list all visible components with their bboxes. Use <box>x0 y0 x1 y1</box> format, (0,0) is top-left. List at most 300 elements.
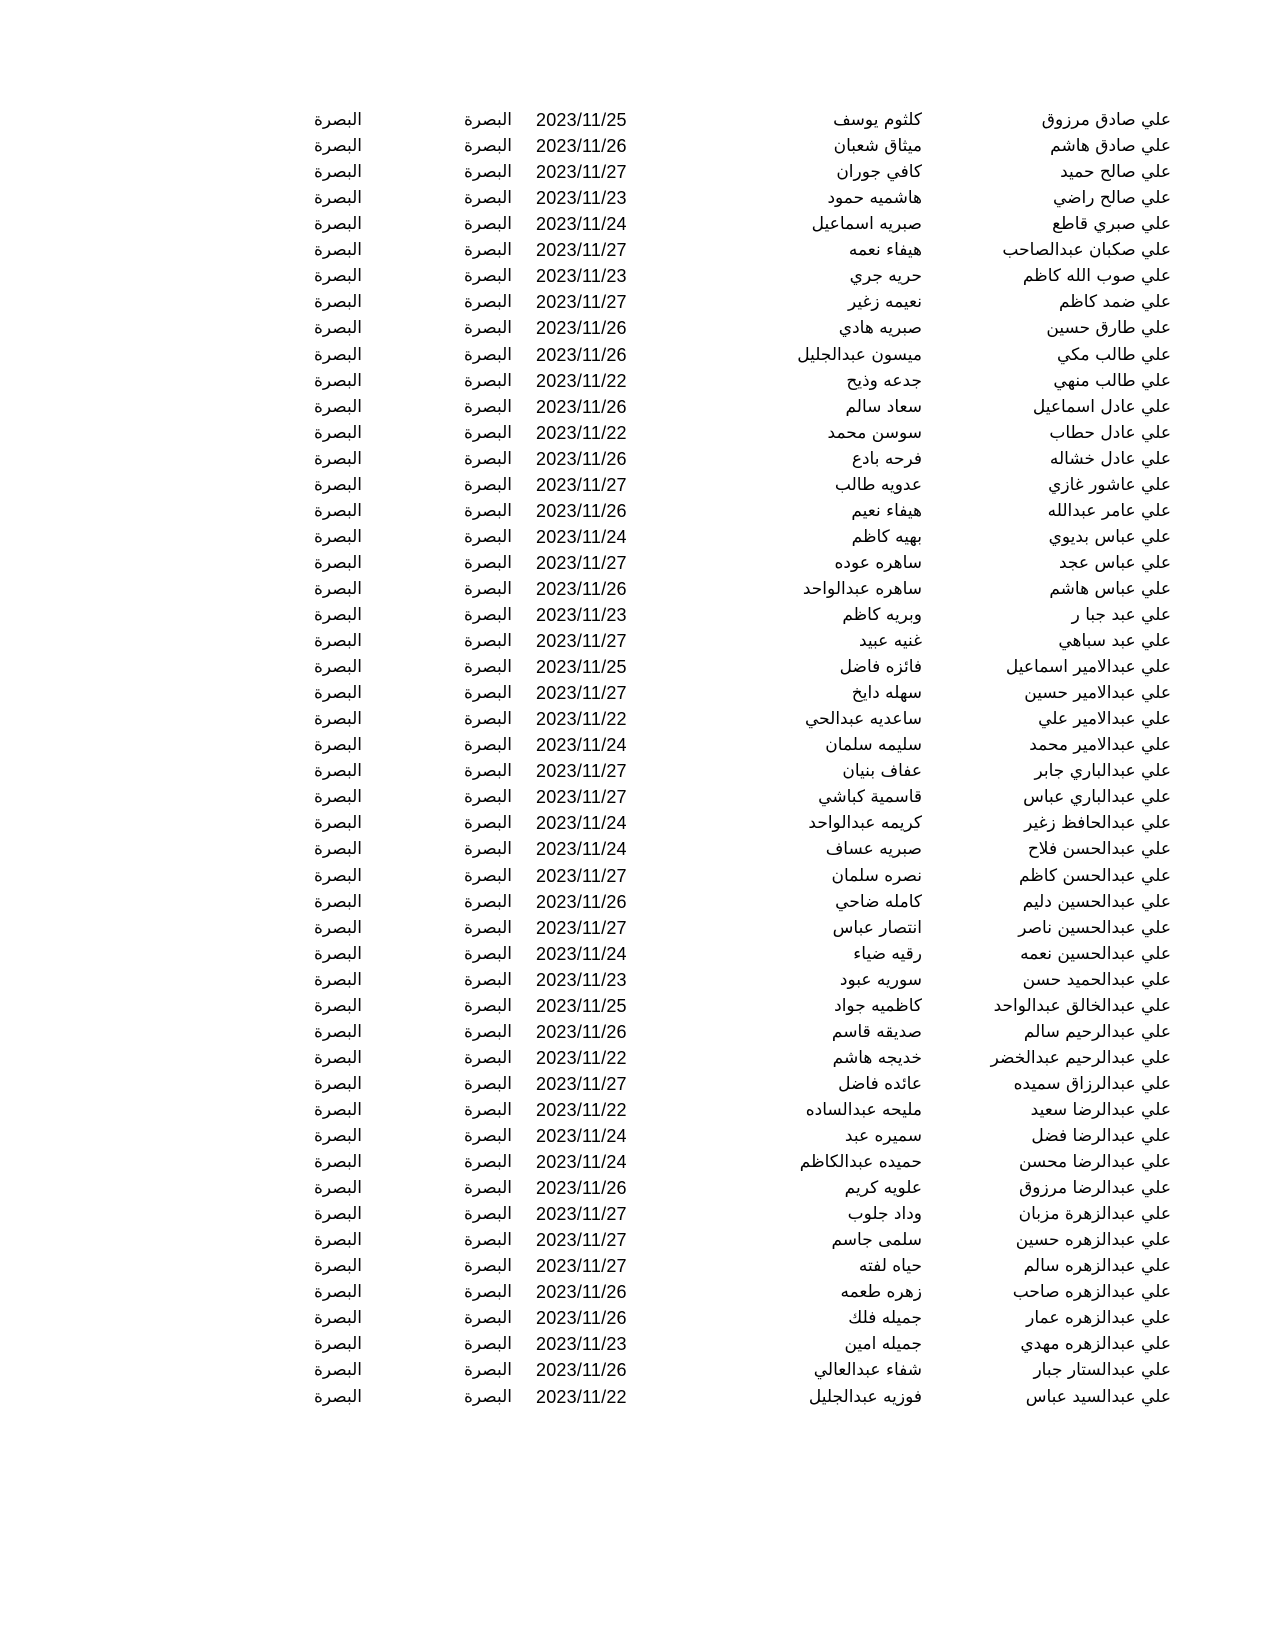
table-row <box>0 368 1275 395</box>
table-row <box>0 863 1275 890</box>
city-cell: البصرة <box>463 891 512 912</box>
registration-date: 2023/11/26 <box>536 1178 627 1198</box>
mother-name: قاسمية كباشي <box>818 787 922 808</box>
person-name: علي صادق هاشم <box>1050 136 1171 157</box>
mother-name: سوسن محمد <box>827 422 922 443</box>
person-name: علي عبدالحميد حسن <box>1022 969 1171 990</box>
city-cell: البصرة <box>463 526 512 547</box>
person-name: علي عبدالحسن كاظم <box>1018 865 1171 886</box>
mother-name: فرحه بادع <box>851 448 922 469</box>
governorate-cell: البصرة <box>313 292 362 313</box>
governorate-cell: البصرة <box>313 1230 362 1251</box>
person-name: علي طالب مكي <box>1057 344 1171 365</box>
table-row <box>0 758 1275 785</box>
mother-name: عفاف بنيان <box>842 761 922 782</box>
table-row <box>0 941 1275 968</box>
person-name: علي صادق مرزوق <box>1041 110 1171 130</box>
table-row <box>0 1201 1275 1228</box>
person-name: علي عادل حطاب <box>1049 422 1171 443</box>
governorate-cell: البصرة <box>313 761 362 782</box>
city-cell: البصرة <box>463 396 512 417</box>
registration-date: 2023/11/26 <box>536 318 627 339</box>
mother-name: كريمه عبدالواحد <box>808 813 922 834</box>
mother-name: جميله فلك <box>848 1308 922 1329</box>
city-cell: البصرة <box>463 370 512 391</box>
governorate-cell: البصرة <box>313 709 362 730</box>
city-cell: البصرة <box>463 995 512 1016</box>
mother-name: خديجه هاشم <box>832 1047 922 1068</box>
governorate-cell: البصرة <box>313 1073 362 1094</box>
person-name: علي عبدالحافظ زغير <box>1024 813 1171 834</box>
registration-date: 2023/11/25 <box>536 110 627 130</box>
governorate-cell: البصرة <box>313 344 362 365</box>
mother-name: كافي جوران <box>836 162 922 183</box>
person-name: علي عبدالزهره صاحب <box>1012 1282 1171 1303</box>
mother-name: سميره عبد <box>844 1126 922 1146</box>
table-row <box>0 1384 1275 1411</box>
governorate-cell: البصرة <box>313 1099 362 1120</box>
mother-name: ساهره عوده <box>834 552 922 573</box>
registration-date: 2023/11/26 <box>536 136 627 157</box>
table-row <box>0 472 1275 499</box>
registration-date: 2023/11/26 <box>536 1360 627 1381</box>
registration-date: 2023/11/27 <box>536 1256 627 1277</box>
registration-date: 2023/11/27 <box>536 631 627 651</box>
city-cell: البصرة <box>463 136 512 157</box>
table-row <box>0 1331 1275 1358</box>
table-row <box>0 211 1275 238</box>
table-row <box>0 628 1275 655</box>
table-row <box>0 1175 1275 1202</box>
person-name: علي صالح حميد <box>1060 162 1171 183</box>
city-cell: البصرة <box>463 1308 512 1329</box>
mother-name: هاشميه حمود <box>827 188 922 209</box>
registration-date: 2023/11/27 <box>536 240 627 261</box>
mother-name: هيفاء نعيم <box>851 500 922 521</box>
city-cell: البصرة <box>463 1204 512 1225</box>
person-name: علي عبدالرزاق سميده <box>1013 1073 1171 1094</box>
city-cell: البصرة <box>463 761 512 782</box>
city-cell: البصرة <box>463 631 512 651</box>
mother-name: شفاء عبدالعالي <box>813 1360 922 1381</box>
mother-name: حميده عبدالكاظم <box>799 1152 922 1172</box>
governorate-cell: البصرة <box>313 1152 362 1172</box>
person-name: علي صكبان عبدالصاحب <box>1002 240 1171 261</box>
registration-date: 2023/11/27 <box>536 761 627 782</box>
mother-name: جميله امين <box>844 1334 922 1355</box>
registration-date: 2023/11/22 <box>536 1099 627 1120</box>
person-name: علي عبدالحسن فلاح <box>1027 839 1171 860</box>
governorate-cell: البصرة <box>313 1126 362 1146</box>
table-row <box>0 1019 1275 1046</box>
registration-date: 2023/11/27 <box>536 1204 627 1225</box>
city-cell: البصرة <box>463 943 512 964</box>
table-row <box>0 550 1275 577</box>
city-cell: البصرة <box>463 1360 512 1381</box>
city-cell: البصرة <box>463 1178 512 1198</box>
registration-date: 2023/11/27 <box>536 787 627 808</box>
city-cell: البصرة <box>463 1386 512 1407</box>
registration-date: 2023/11/27 <box>536 865 627 886</box>
registration-date: 2023/11/23 <box>536 1334 627 1355</box>
table-row <box>0 237 1275 264</box>
city-cell: البصرة <box>463 1047 512 1068</box>
city-cell: البصرة <box>463 1282 512 1303</box>
city-cell: البصرة <box>463 735 512 756</box>
governorate-cell: البصرة <box>313 422 362 443</box>
table-row <box>0 1305 1275 1332</box>
person-name: علي عبدالباري جابر <box>1034 761 1171 782</box>
table-row <box>0 1227 1275 1254</box>
mother-name: وبريه كاظم <box>842 605 922 625</box>
person-name: علي عبدالزهره عمار <box>1026 1308 1171 1329</box>
person-name: علي عبدالرحيم سالم <box>1023 1021 1171 1042</box>
governorate-cell: البصرة <box>313 813 362 834</box>
person-name: علي طالب منهي <box>1053 370 1171 391</box>
governorate-cell: البصرة <box>313 448 362 469</box>
city-cell: البصرة <box>463 865 512 886</box>
registration-date: 2023/11/24 <box>536 943 627 964</box>
table-row <box>0 602 1275 629</box>
mother-name: حياه لفته <box>858 1256 922 1277</box>
city-cell: البصرة <box>463 1334 512 1355</box>
city-cell: البصرة <box>463 969 512 990</box>
governorate-cell: البصرة <box>313 1021 362 1042</box>
registration-date: 2023/11/24 <box>536 214 627 235</box>
mother-name: جدعه وذيح <box>846 370 922 391</box>
governorate-cell: البصرة <box>313 162 362 183</box>
person-name: علي عبدالامير اسماعيل <box>1005 657 1171 678</box>
mother-name: كامله ضاحي <box>835 891 922 912</box>
person-name: علي عبدالرضا مرزوق <box>1019 1178 1171 1198</box>
table-row <box>0 1071 1275 1098</box>
mother-name: ساهره عبدالواحد <box>802 578 922 599</box>
city-cell: البصرة <box>463 578 512 599</box>
person-name: علي عبدالامير حسين <box>1024 683 1171 704</box>
governorate-cell: البصرة <box>313 891 362 912</box>
person-name: علي صالح راضي <box>1052 188 1171 209</box>
person-name: علي عبدالرضا سعيد <box>1030 1099 1171 1120</box>
person-name: علي عبدالزهره مهدي <box>1020 1334 1171 1355</box>
city-cell: البصرة <box>463 552 512 573</box>
governorate-cell: البصرة <box>313 683 362 704</box>
table-row <box>0 289 1275 316</box>
registration-date: 2023/11/26 <box>536 1308 627 1329</box>
table-row <box>0 394 1275 421</box>
city-cell: البصرة <box>463 292 512 313</box>
person-name: علي عبدالحسين نعمه <box>1020 943 1171 964</box>
registration-date: 2023/11/27 <box>536 474 627 495</box>
person-name: علي عبدالستار جبار <box>1033 1360 1171 1381</box>
table-row <box>0 993 1275 1020</box>
governorate-cell: البصرة <box>313 500 362 521</box>
city-cell: البصرة <box>463 214 512 235</box>
mother-name: صديقه قاسم <box>831 1021 922 1042</box>
governorate-cell: البصرة <box>313 735 362 756</box>
governorate-cell: البصرة <box>313 917 362 938</box>
governorate-cell: البصرة <box>313 1282 362 1303</box>
mother-name: مليحه عبدالساده <box>805 1099 922 1120</box>
person-name: علي عبدالرحيم عبدالخضر <box>990 1047 1171 1068</box>
person-name: علي عبدالزهره حسين <box>1015 1230 1171 1251</box>
person-name: علي عبدالباري عباس <box>1023 787 1171 808</box>
table-row <box>0 1045 1275 1072</box>
city-cell: البصرة <box>463 1152 512 1172</box>
table-row <box>0 654 1275 681</box>
person-name: علي عباس بديوي <box>1048 526 1171 547</box>
governorate-cell: البصرة <box>313 1386 362 1407</box>
table-row <box>0 420 1275 447</box>
table-row <box>0 836 1275 863</box>
registration-date: 2023/11/27 <box>536 1073 627 1094</box>
registration-date: 2023/11/26 <box>536 1021 627 1042</box>
city-cell: البصرة <box>463 474 512 495</box>
person-name: علي عبدالحسين ناصر <box>1018 917 1171 938</box>
governorate-cell: البصرة <box>313 474 362 495</box>
governorate-cell: البصرة <box>313 631 362 651</box>
registration-date: 2023/11/24 <box>536 1126 627 1146</box>
registration-date: 2023/11/23 <box>536 188 627 209</box>
city-cell: البصرة <box>463 422 512 443</box>
table-row <box>0 915 1275 942</box>
registration-date: 2023/11/26 <box>536 578 627 599</box>
mother-name: سلمى جاسم <box>831 1230 922 1251</box>
table-row <box>0 706 1275 733</box>
table-row <box>0 889 1275 916</box>
registration-date: 2023/11/25 <box>536 995 627 1016</box>
mother-name: سعاد سالم <box>845 396 922 417</box>
registration-date: 2023/11/26 <box>536 1282 627 1303</box>
city-cell: البصرة <box>463 266 512 287</box>
table-row <box>0 1123 1275 1150</box>
city-cell: البصرة <box>463 787 512 808</box>
table-row <box>0 446 1275 473</box>
registration-date: 2023/11/22 <box>536 709 627 730</box>
governorate-cell: البصرة <box>313 1204 362 1225</box>
city-cell: البصرة <box>463 448 512 469</box>
city-cell: البصرة <box>463 318 512 339</box>
mother-name: وداد جلوب <box>847 1204 922 1225</box>
mother-name: غنيه عبيد <box>859 631 922 651</box>
person-name: علي عباس هاشم <box>1049 578 1171 599</box>
governorate-cell: البصرة <box>313 240 362 261</box>
mother-name: صبريه هادي <box>838 318 922 339</box>
person-name: علي عامر عبدالله <box>1047 500 1171 521</box>
city-cell: البصرة <box>463 1256 512 1277</box>
person-name: علي عاشور غازي <box>1048 474 1171 495</box>
person-name: علي عبد جبا ر <box>1071 605 1171 625</box>
city-cell: البصرة <box>463 813 512 834</box>
registration-date: 2023/11/27 <box>536 162 627 183</box>
person-name: علي عبدالامير محمد <box>1029 735 1171 756</box>
governorate-cell: البصرة <box>313 787 362 808</box>
table-row <box>0 315 1275 342</box>
city-cell: البصرة <box>463 709 512 730</box>
table-row <box>0 524 1275 551</box>
table-row <box>0 1097 1275 1124</box>
mother-name: كلثوم يوسف <box>833 110 922 130</box>
registration-date: 2023/11/27 <box>536 552 627 573</box>
person-name: علي صوب الله كاظم <box>1022 266 1171 287</box>
mother-name: رقيه ضياء <box>853 943 922 964</box>
mother-name: نعيمه زغير <box>847 292 922 313</box>
person-name: علي عبدالزهرة مزبان <box>1018 1204 1171 1225</box>
city-cell: البصرة <box>463 1073 512 1094</box>
mother-name: كاظميه جواد <box>834 995 922 1016</box>
table-row <box>0 784 1275 811</box>
registration-date: 2023/11/24 <box>536 813 627 834</box>
city-cell: البصرة <box>463 344 512 365</box>
governorate-cell: البصرة <box>313 1334 362 1355</box>
city-cell: البصرة <box>463 500 512 521</box>
governorate-cell: البصرة <box>313 865 362 886</box>
registration-date: 2023/11/22 <box>536 1047 627 1068</box>
person-name: علي عبدالامير علي <box>1038 709 1171 730</box>
governorate-cell: البصرة <box>313 657 362 678</box>
registration-date: 2023/11/26 <box>536 891 627 912</box>
governorate-cell: البصرة <box>313 396 362 417</box>
city-cell: البصرة <box>463 917 512 938</box>
registration-date: 2023/11/27 <box>536 292 627 313</box>
table-row <box>0 680 1275 707</box>
governorate-cell: البصرة <box>313 1047 362 1068</box>
person-name: علي عبدالخالق عبدالواحد <box>993 995 1171 1016</box>
city-cell: البصرة <box>463 1126 512 1146</box>
registration-date: 2023/11/27 <box>536 683 627 704</box>
table-row <box>0 342 1275 369</box>
mother-name: فائزه فاضل <box>839 657 922 678</box>
person-name: علي عبدالسيد عباس <box>1025 1386 1171 1407</box>
mother-name: هيفاء نعمه <box>848 240 922 261</box>
table-row <box>0 576 1275 603</box>
registration-date: 2023/11/27 <box>536 1230 627 1251</box>
table-row <box>0 810 1275 837</box>
governorate-cell: البصرة <box>313 1256 362 1277</box>
mother-name: سليمه سلمان <box>825 735 922 756</box>
mother-name: زهره طعمه <box>840 1282 922 1303</box>
city-cell: البصرة <box>463 839 512 860</box>
mother-name: بهيه كاظم <box>851 526 922 547</box>
registration-date: 2023/11/26 <box>536 448 627 469</box>
registration-date: 2023/11/25 <box>536 657 627 678</box>
governorate-cell: البصرة <box>313 266 362 287</box>
table-row <box>0 159 1275 186</box>
governorate-cell: البصرة <box>313 839 362 860</box>
mother-name: سهله دايخ <box>851 683 922 704</box>
city-cell: البصرة <box>463 188 512 209</box>
city-cell: البصرة <box>463 240 512 261</box>
city-cell: البصرة <box>463 683 512 704</box>
table-row <box>0 498 1275 525</box>
registration-date: 2023/11/23 <box>536 266 627 287</box>
table-row <box>0 133 1275 160</box>
city-cell: البصرة <box>463 1099 512 1120</box>
table-row <box>0 1253 1275 1280</box>
registration-date: 2023/11/24 <box>536 526 627 547</box>
mother-name: نصره سلمان <box>831 865 922 886</box>
table-row <box>0 185 1275 212</box>
governorate-cell: البصرة <box>313 605 362 625</box>
person-name: علي عبدالرضا فضل <box>1031 1126 1171 1146</box>
registration-date: 2023/11/26 <box>536 500 627 521</box>
governorate-cell: البصرة <box>313 969 362 990</box>
registration-date: 2023/11/22 <box>536 1386 627 1407</box>
city-cell: البصرة <box>463 605 512 625</box>
city-cell: البصرة <box>463 1230 512 1251</box>
governorate-cell: البصرة <box>313 526 362 547</box>
table-row <box>0 107 1275 134</box>
registration-date: 2023/11/23 <box>536 605 627 625</box>
registration-date: 2023/11/26 <box>536 344 627 365</box>
city-cell: البصرة <box>463 162 512 183</box>
table-row <box>0 967 1275 994</box>
city-cell: البصرة <box>463 1021 512 1042</box>
governorate-cell: البصرة <box>313 214 362 235</box>
person-name: علي عبدالرضا محسن <box>1018 1152 1171 1172</box>
governorate-cell: البصرة <box>313 136 362 157</box>
mother-name: حريه جري <box>849 266 922 287</box>
registration-date: 2023/11/24 <box>536 735 627 756</box>
person-name: علي عباس عجد <box>1059 552 1171 573</box>
mother-name: ميسون عبدالجليل <box>797 344 922 365</box>
mother-name: فوزيه عبدالجليل <box>808 1386 922 1407</box>
registration-date: 2023/11/24 <box>536 839 627 860</box>
governorate-cell: البصرة <box>313 1360 362 1381</box>
registration-date: 2023/11/24 <box>536 1152 627 1172</box>
mother-name: علويه كريم <box>844 1178 922 1198</box>
governorate-cell: البصرة <box>313 318 362 339</box>
person-name: علي عادل خشاله <box>1049 448 1171 469</box>
mother-name: انتصار عباس <box>832 917 922 938</box>
city-cell: البصرة <box>463 657 512 678</box>
person-name: علي عبدالزهره سالم <box>1023 1256 1171 1277</box>
table-row <box>0 1357 1275 1384</box>
governorate-cell: البصرة <box>313 1308 362 1329</box>
registration-date: 2023/11/22 <box>536 422 627 443</box>
mother-name: عدويه طالب <box>834 474 922 495</box>
city-cell: البصرة <box>463 110 512 130</box>
mother-name: ساعديه عبدالحي <box>805 709 922 730</box>
registration-date: 2023/11/22 <box>536 370 627 391</box>
person-name: علي عبدالحسين دليم <box>1022 891 1171 912</box>
registration-date: 2023/11/23 <box>536 969 627 990</box>
person-name: علي عبد سباهي <box>1058 631 1171 651</box>
table-row <box>0 1279 1275 1306</box>
governorate-cell: البصرة <box>313 552 362 573</box>
governorate-cell: البصرة <box>313 188 362 209</box>
person-name: علي ضمد كاظم <box>1058 292 1171 313</box>
person-name: علي عادل اسماعيل <box>1032 396 1171 417</box>
governorate-cell: البصرة <box>313 578 362 599</box>
governorate-cell: البصرة <box>313 1178 362 1198</box>
mother-name: صبريه اسماعيل <box>811 214 922 235</box>
table-row <box>0 732 1275 759</box>
mother-name: صبريه عساف <box>825 839 922 860</box>
mother-name: سوريه عبود <box>839 969 922 990</box>
governorate-cell: البصرة <box>313 370 362 391</box>
governorate-cell: البصرة <box>313 110 362 130</box>
table-row <box>0 1149 1275 1176</box>
person-name: علي صبري قاطع <box>1052 214 1171 235</box>
mother-name: ميثاق شعبان <box>833 136 922 157</box>
registration-date: 2023/11/27 <box>536 917 627 938</box>
governorate-cell: البصرة <box>313 943 362 964</box>
registration-date: 2023/11/26 <box>536 396 627 417</box>
mother-name: عائده فاضل <box>838 1073 922 1094</box>
governorate-cell: البصرة <box>313 995 362 1016</box>
person-name: علي طارق حسين <box>1046 318 1171 339</box>
table-row <box>0 263 1275 290</box>
